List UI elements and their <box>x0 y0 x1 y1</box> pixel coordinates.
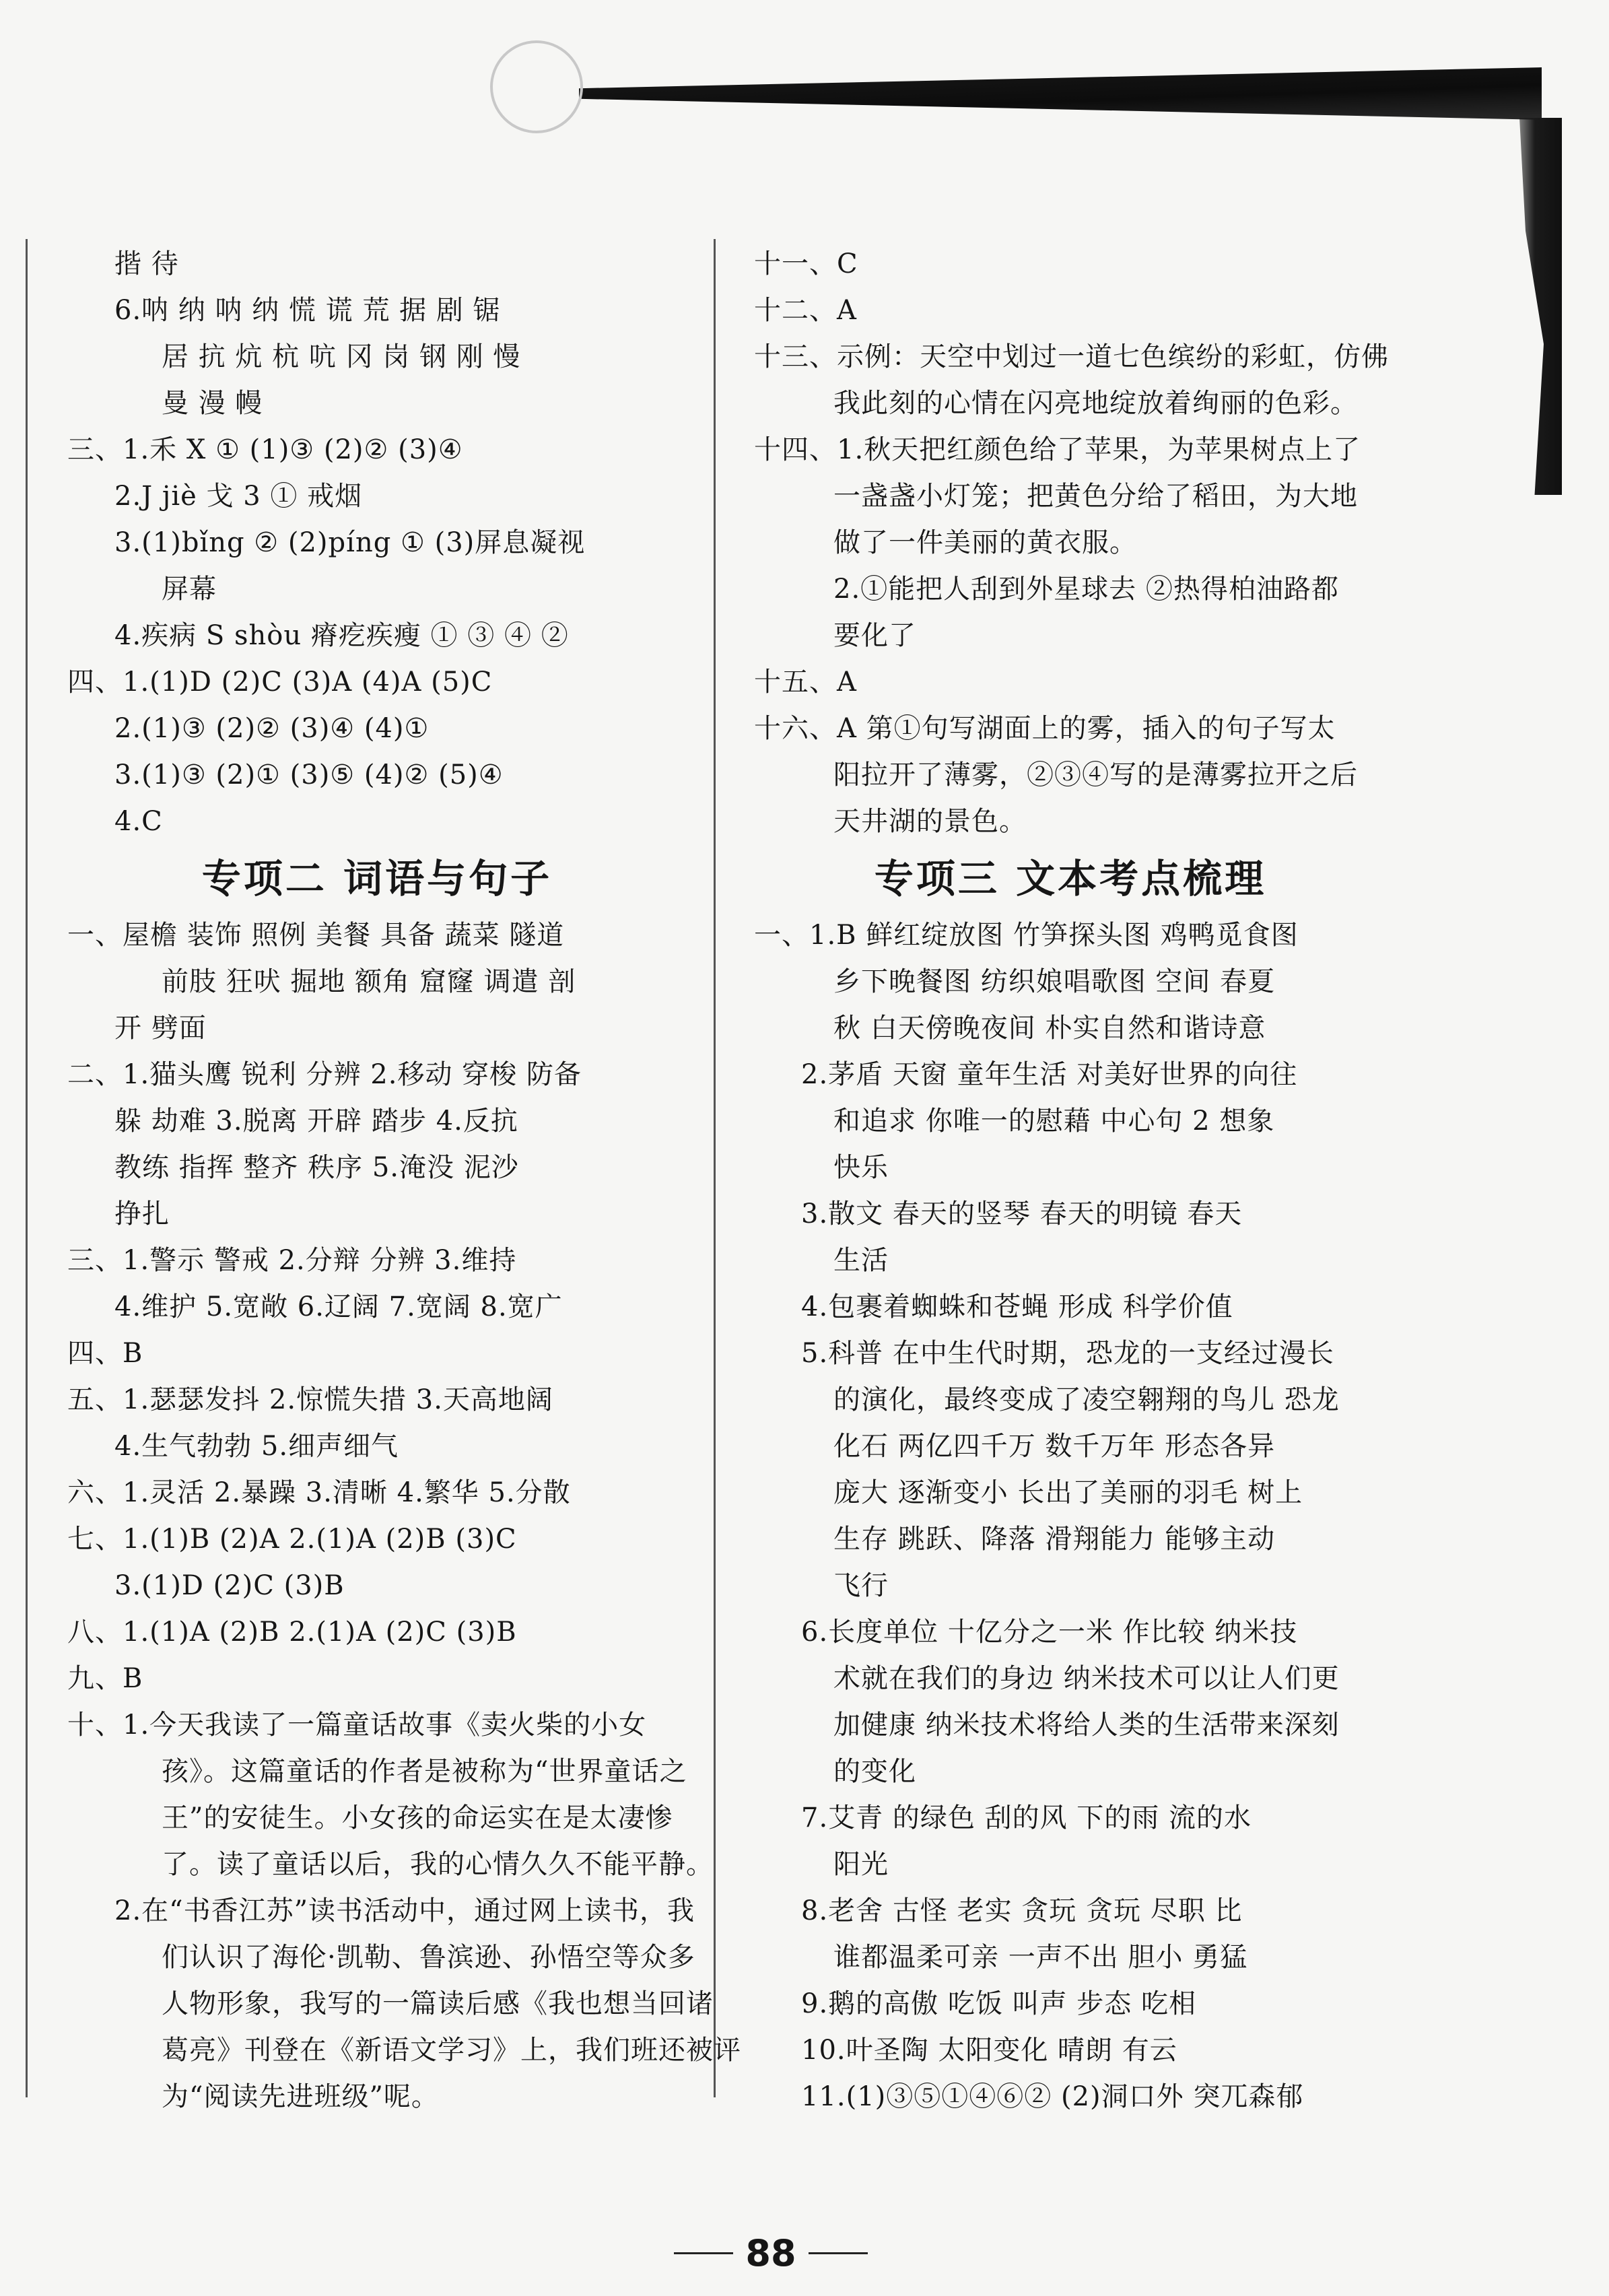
answer-line: 2.(1)③ (2)② (3)④ (4)① <box>114 713 430 744</box>
answer-line: 术就在我们的身边 纳米技术可以让人们更 <box>833 1663 1340 1694</box>
answer-line: 3.散文 春天的竖琴 春天的明镜 春天 <box>801 1198 1243 1229</box>
answer-line: 四、B <box>67 1338 143 1369</box>
answer-line: 十六、A 第①句写湖面上的雾，插入的句子写太 <box>754 713 1336 744</box>
answer-line: 3.(1)bǐng ② (2)píng ① (3)屏息凝视 <box>114 527 586 558</box>
answer-line: 十五、A <box>754 667 857 698</box>
answer-line: 10.叶圣陶 太阳变化 晴朗 有云 <box>801 2035 1177 2066</box>
answer-line: 教练 指挥 整齐 秩序 5.淹没 泥沙 <box>114 1152 519 1183</box>
answer-line: 的演化，最终变成了凌空翱翔的鸟儿 恐龙 <box>833 1384 1340 1415</box>
right-column <box>754 241 1387 2120</box>
answer-line: 三、1.警示 警戒 2.分辩 分辨 3.维持 <box>67 1245 517 1276</box>
answer-line: 十一、C <box>754 248 858 279</box>
answer-line: 开 劈面 <box>114 1013 207 1044</box>
left-margin-rule <box>26 239 28 2097</box>
answer-line: 阳拉开了薄雾，②③④写的是薄雾拉开之后 <box>833 759 1358 790</box>
answer-line: 十二、A <box>754 295 857 326</box>
answer-line: 王”的安徒生。小女孩的命运实在是太凄惨 <box>162 1802 673 1833</box>
answer-line: 乡下晚餐图 纺织娘唱歌图 空间 春夏 <box>833 966 1276 997</box>
answer-line: 阳光 <box>833 1849 889 1880</box>
answer-line: 要化了 <box>833 620 916 651</box>
answer-line: 屏幕 <box>162 574 217 605</box>
answer-line: 了。读了童话以后，我的心情久久不能平静。 <box>162 1849 714 1880</box>
answer-line: 11.(1)③⑤①④⑥② (2)洞口外 突兀森郁 <box>801 2081 1304 2112</box>
answer-line: 一盏盏小灯笼；把黄色分给了稻田，为大地 <box>833 481 1358 512</box>
answer-line: 6.呐 纳 呐 纳 慌 谎 荒 据 剧 锯 <box>114 295 501 326</box>
answer-line: 为“阅读先进班级”呢。 <box>162 2081 439 2112</box>
page-number-footer <box>660 2226 882 2280</box>
answer-line: 秋 白天傍晚夜间 朴实自然和谐诗意 <box>833 1013 1266 1044</box>
answer-line: 4.包裹着蜘蛛和苍蝇 形成 科学价值 <box>801 1291 1233 1322</box>
answer-line: 孩》。这篇童话的作者是被称为“世界童话之 <box>162 1756 687 1787</box>
answer-line: 3.(1)D (2)C (3)B <box>114 1570 345 1601</box>
scan-shadow-top <box>579 67 1542 120</box>
answer-line: 快乐 <box>833 1152 889 1183</box>
answer-line: 7.艾青 的绿色 刮的风 下的雨 流的水 <box>801 1802 1252 1833</box>
answer-line: 挣扎 <box>114 1198 170 1229</box>
answer-line: 8.老舍 古怪 老实 贪玩 贪玩 尽职 比 <box>801 1895 1243 1926</box>
answer-line: 一、屋檐 装饰 照例 美餐 具备 蔬菜 隧道 <box>67 920 565 951</box>
answer-line: 和追求 你唯一的慰藉 中心句 2 想象 <box>833 1106 1275 1137</box>
answer-line: 2.J jiè 戈 3 ① 戒烟 <box>114 481 363 512</box>
footer-dash-left <box>674 2252 733 2254</box>
stamp-seal <box>481 32 592 142</box>
answer-line: 4.疾病 S shòu 瘠疙疾瘦 ① ③ ④ ② <box>114 620 569 651</box>
answer-line: 4.维护 5.宽敞 6.辽阔 7.宽阔 8.宽广 <box>114 1291 563 1322</box>
answer-line: 曼 漫 幔 <box>162 388 263 419</box>
answer-line: 6.长度单位 十亿分之一米 作比较 纳米技 <box>801 1617 1298 1648</box>
answer-line: 2.在“书香江苏”读书活动中，通过网上读书，我 <box>114 1895 695 1926</box>
answer-line: 五、1.瑟瑟发抖 2.惊慌失措 3.天高地阔 <box>67 1384 553 1415</box>
footer-dash-right <box>809 2252 868 2254</box>
answer-line: 揩 待 <box>114 248 179 279</box>
scan-shadow-edge <box>1501 118 1562 495</box>
answer-line: 4.生气勃勃 5.细声细气 <box>114 1431 399 1462</box>
answer-line: 六、1.灵活 2.暴躁 3.清晰 4.繁华 5.分散 <box>67 1477 571 1508</box>
answer-line: 的变化 <box>833 1756 916 1787</box>
section-heading-3: 专项三 文本考点梳理 <box>874 856 1267 902</box>
answer-line: 人物形象，我写的一篇读后感《我也想当回诸 <box>162 1988 714 2019</box>
answer-line: 加健康 纳米技术将给人类的生活带来深刻 <box>833 1710 1340 1741</box>
answer-line: 八、1.(1)A (2)B 2.(1)A (2)C (3)B <box>67 1617 517 1648</box>
answer-line: 5.科普 在中生代时期，恐龙的一支经过漫长 <box>801 1338 1334 1369</box>
answer-line: 们认识了海伦·凯勒、鲁滨逊、孙悟空等众多 <box>162 1942 695 1973</box>
answer-line: 前肢 狂吠 掘地 额角 窟窿 调遣 剖 <box>162 966 576 997</box>
answer-line: 飞行 <box>833 1570 889 1601</box>
answer-line: 七、1.(1)B (2)A 2.(1)A (2)B (3)C <box>67 1524 517 1555</box>
answer-line: 居 抗 炕 杭 吭 冈 岗 钢 刚 慢 <box>162 341 521 372</box>
answer-line: 躲 劫难 3.脱离 开辟 踏步 4.反抗 <box>114 1106 518 1137</box>
column-divider <box>714 239 716 2097</box>
answer-line: 四、1.(1)D (2)C (3)A (4)A (5)C <box>67 667 493 698</box>
answer-line: 生存 跳跃、降落 滑翔能力 能够主动 <box>833 1524 1276 1555</box>
answer-line: 谁都温柔可亲 一声不出 胆小 勇猛 <box>833 1942 1248 1973</box>
answer-line: 2.茅盾 天窗 童年生活 对美好世界的向往 <box>801 1059 1298 1090</box>
answer-line: 做了一件美丽的黄衣服。 <box>833 527 1137 558</box>
answer-line: 三、1.禾 X ① (1)③ (2)② (3)④ <box>67 434 463 465</box>
answer-line: 九、B <box>67 1663 143 1694</box>
answer-line: 9.鹅的高傲 吃饭 叫声 步态 吃相 <box>801 1988 1197 2019</box>
answer-line: 二、1.猫头鹰 锐利 分辨 2.移动 穿梭 防备 <box>67 1059 582 1090</box>
answer-line: 庞大 逐渐变小 长出了美丽的羽毛 树上 <box>833 1477 1303 1508</box>
answer-line: 化石 两亿四千万 数千万年 形态各异 <box>833 1431 1276 1462</box>
answer-line: 2.①能把人刮到外星球去 ②热得柏油路都 <box>833 574 1339 605</box>
right-answers-part1 <box>754 241 1387 845</box>
left-column <box>67 241 741 2120</box>
page-number: 88 <box>745 2231 796 2274</box>
section-heading-2: 专项二 词语与句子 <box>201 856 553 902</box>
answer-line: 一、1.B 鲜红绽放图 竹笋探头图 鸡鸭觅食图 <box>754 920 1299 951</box>
left-answers-part2 <box>67 912 741 2120</box>
right-answers-part2 <box>754 912 1387 2120</box>
answer-line: 我此刻的心情在闪亮地绽放着绚丽的色彩。 <box>833 388 1358 419</box>
answer-line: 4.C <box>114 806 163 837</box>
answer-line: 十三、示例：天空中划过一道七色缤纷的彩虹，仿佛 <box>754 341 1389 372</box>
answer-line: 十四、1.秋天把红颜色给了苹果，为苹果树点上了 <box>754 434 1361 465</box>
answer-line: 天井湖的景色。 <box>833 806 1027 837</box>
answer-line: 葛亮》刊登在《新语文学习》上，我们班还被评 <box>162 2035 741 2066</box>
answer-line: 十、1.今天我读了一篇童话故事《卖火柴的小女 <box>67 1710 647 1741</box>
answer-line: 3.(1)③ (2)① (3)⑤ (4)② (5)④ <box>114 759 504 790</box>
left-answers-part1 <box>67 241 687 845</box>
answer-line: 生活 <box>833 1245 889 1276</box>
